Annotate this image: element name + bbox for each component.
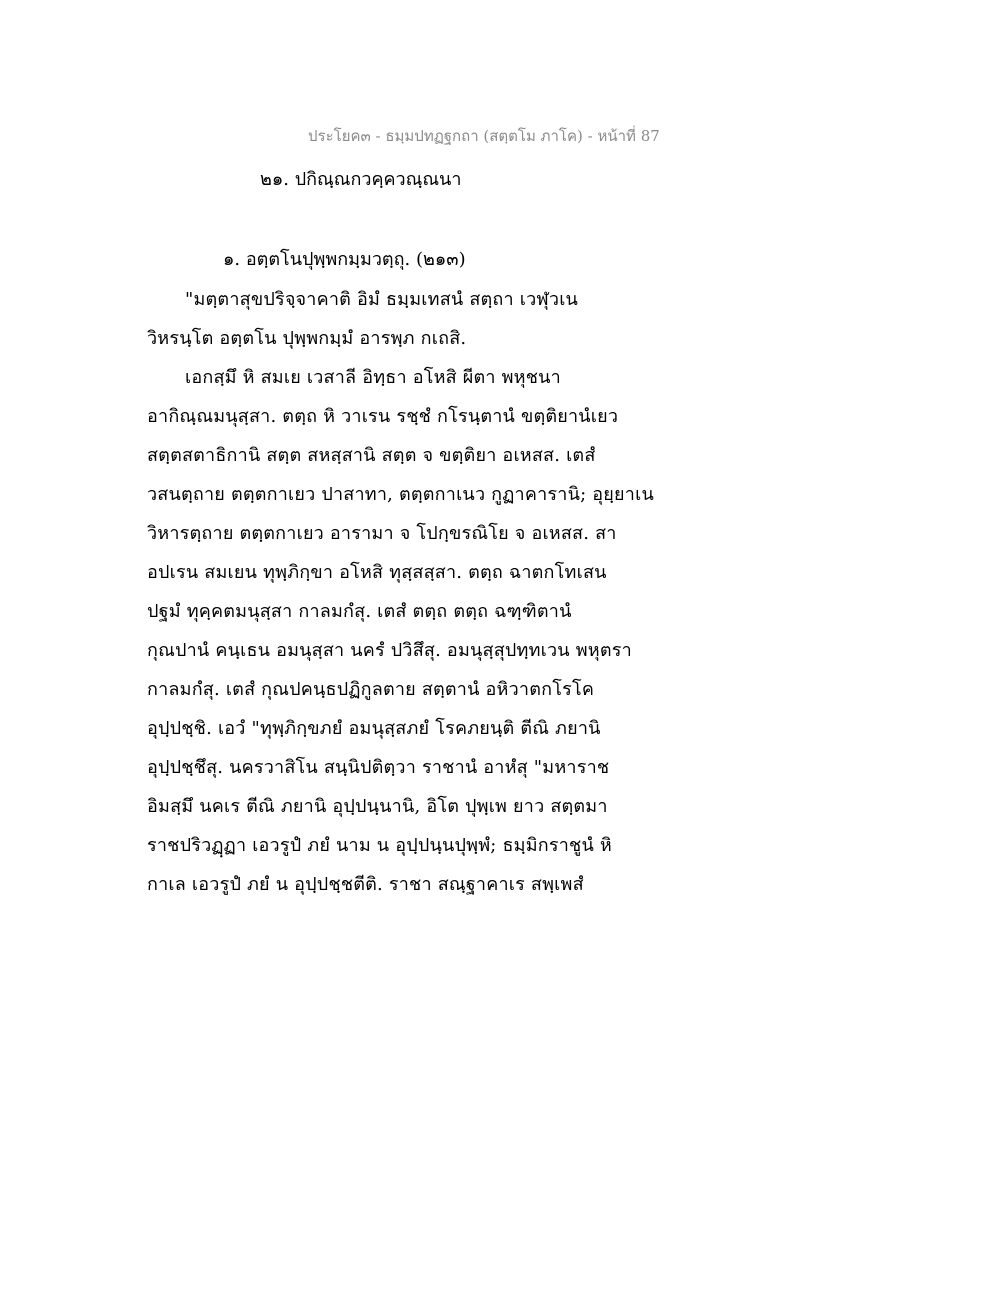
body-line: อปเรน สมเยน ทุพฺภิกฺขา อโหสิ ทุสฺสสฺสา. ตตฺถ ฉาตกโทเสน xyxy=(147,562,607,583)
body-line: "มตฺตาสุขปริจฺจาคาติ อิมํ ธมฺมเทสนํ สตฺถา เวฬุวเน xyxy=(185,289,579,310)
body-line: อุปฺปชฺชิ. เอวํ "ทุพฺภิกฺขภยํ อมนุสฺสภยํ โรคภยนฺติ ตีณิ ภยานิ xyxy=(147,718,601,739)
running-header: ประโยค๓ - ธมฺมปทฏฐกถา (สตฺตโม ภาโค) - หน้าที่ 87 xyxy=(308,127,660,145)
body-line: สตฺตสตาธิกานิ สตฺต สหสฺสานิ สตฺต จ ขตฺติยา อเหสส. เตสํ xyxy=(147,445,596,466)
body-line: ราชปริวฏฺฏา เอวรูปํ ภยํ นาม น อุปฺปนฺนปุพฺพํ; ธมฺมิกราชูนํ หิ xyxy=(147,835,612,856)
body-line: วิหรนฺโต อตฺตโน ปุพฺพกมฺมํ อารพฺภ กเถสิ. xyxy=(147,328,467,349)
body-line: อุปฺปชฺชึสุ. นครวาสิโน สนฺนิปติตฺวา ราชานํ อาหํสุ "มหาราช xyxy=(147,757,610,778)
body-line: อากิณฺณมนุสฺสา. ตตฺถ หิ วาเรน รชฺชํ กโรนฺตานํ ขตฺติยานํเยว xyxy=(147,406,619,427)
body-line: กุณปานํ คนฺเธน อมนุสฺสา นครํ ปวิสึสุ. อมนุสฺสุปทฺทเวน พหุตรา xyxy=(147,640,632,661)
body-line: กาเล เอวรูปํ ภยํ น อุปฺปชฺชตีติ. ราชา สณฺฐาคาเร สพฺเพสํ xyxy=(147,874,584,895)
chapter-title: ๒๑. ปกิณฺณกวคฺควณฺณนา xyxy=(260,169,462,190)
body-line: ปฐมํ ทุคฺคตมนุสฺสา กาลมกํสุ. เตสํ ตตฺถ ตตฺถ ฉฑฺฑิตานํ xyxy=(147,601,572,622)
story-title: ๑. อตฺตโนปุพฺพกมฺมวตฺถุ. (๒๑๓) xyxy=(223,249,466,270)
body-line: อิมสฺมึ นคเร ตีณิ ภยานิ อุปฺปนฺนานิ, อิโต ปุพฺเพ ยาว สตฺตมา xyxy=(147,796,608,817)
body-line: เอกสฺมึ หิ สมเย เวสาลี อิทฺธา อโหสิ ผีตา พหุชนา xyxy=(185,367,561,388)
body-line: กาลมกํสุ. เตสํ กุณปคนฺธปฏิกูลตาย สตฺตานํ อหิวาตกโรโค xyxy=(147,679,595,700)
body-line: วสนตฺถาย ตตฺตกาเยว ปาสาทา, ตตฺตกาเนว กูฏาคารานิ; อุยฺยาเน xyxy=(147,484,654,505)
body-line: วิหารตฺถาย ตตฺตกาเยว อารามา จ โปกฺขรณิโย จ อเหสส. สา xyxy=(147,523,617,544)
